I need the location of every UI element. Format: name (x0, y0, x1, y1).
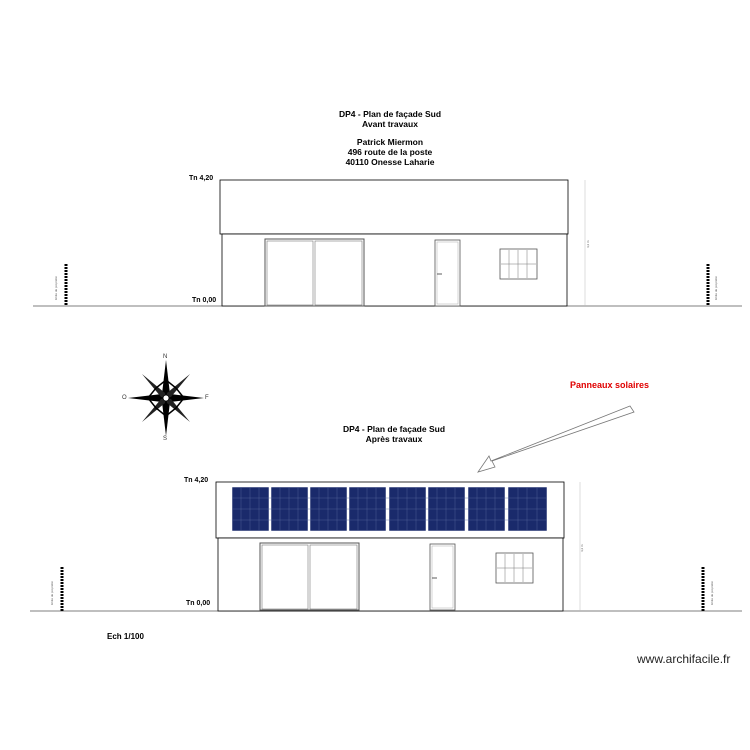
solar-panels-label: Panneaux solaires (570, 380, 650, 390)
owner-address: 496 route de la poste (347, 147, 433, 157)
title-before-line2: Avant travaux (362, 119, 418, 129)
height-dim-after: 4,2 m (580, 544, 584, 552)
title-after-line1: DP4 - Plan de façade Sud (342, 424, 446, 434)
vegetation-left-after: limite de propriété (50, 581, 54, 605)
level-top-after: Tn 4,20 (184, 477, 209, 484)
bay-window-after (260, 543, 359, 610)
watermark: www.archifacile.fr (637, 652, 731, 666)
compass-east: F (205, 395, 209, 401)
level-bottom-before: Tn 0,00 (192, 297, 217, 304)
title-after (244, 424, 544, 444)
vegetation-left-before: limite de propriété (54, 276, 58, 300)
level-bottom-after: Tn 0,00 (186, 600, 211, 607)
compass-south: S (163, 436, 168, 442)
roof-before (220, 180, 568, 234)
compass-north: N (163, 354, 168, 360)
compass-west: O (122, 395, 127, 401)
door-after (430, 544, 455, 610)
bay-window-before (265, 239, 364, 306)
compass-rose (128, 360, 204, 436)
title-before-line1: DP4 - Plan de façade Sud (338, 109, 442, 119)
scale-label: Ech 1/100 (107, 632, 144, 641)
owner-city: 40110 Onesse Laharie (345, 157, 435, 167)
owner-name: Patrick Miermon (356, 137, 424, 147)
height-dim-before: 4,2 m (586, 240, 590, 248)
vegetation-right-before: limite de propriété (714, 276, 718, 300)
door-before (435, 240, 460, 306)
level-top-before: Tn 4,20 (189, 175, 214, 182)
title-after-line2: Après travaux (365, 434, 423, 444)
vegetation-right-after: limite de propriété (710, 581, 714, 605)
